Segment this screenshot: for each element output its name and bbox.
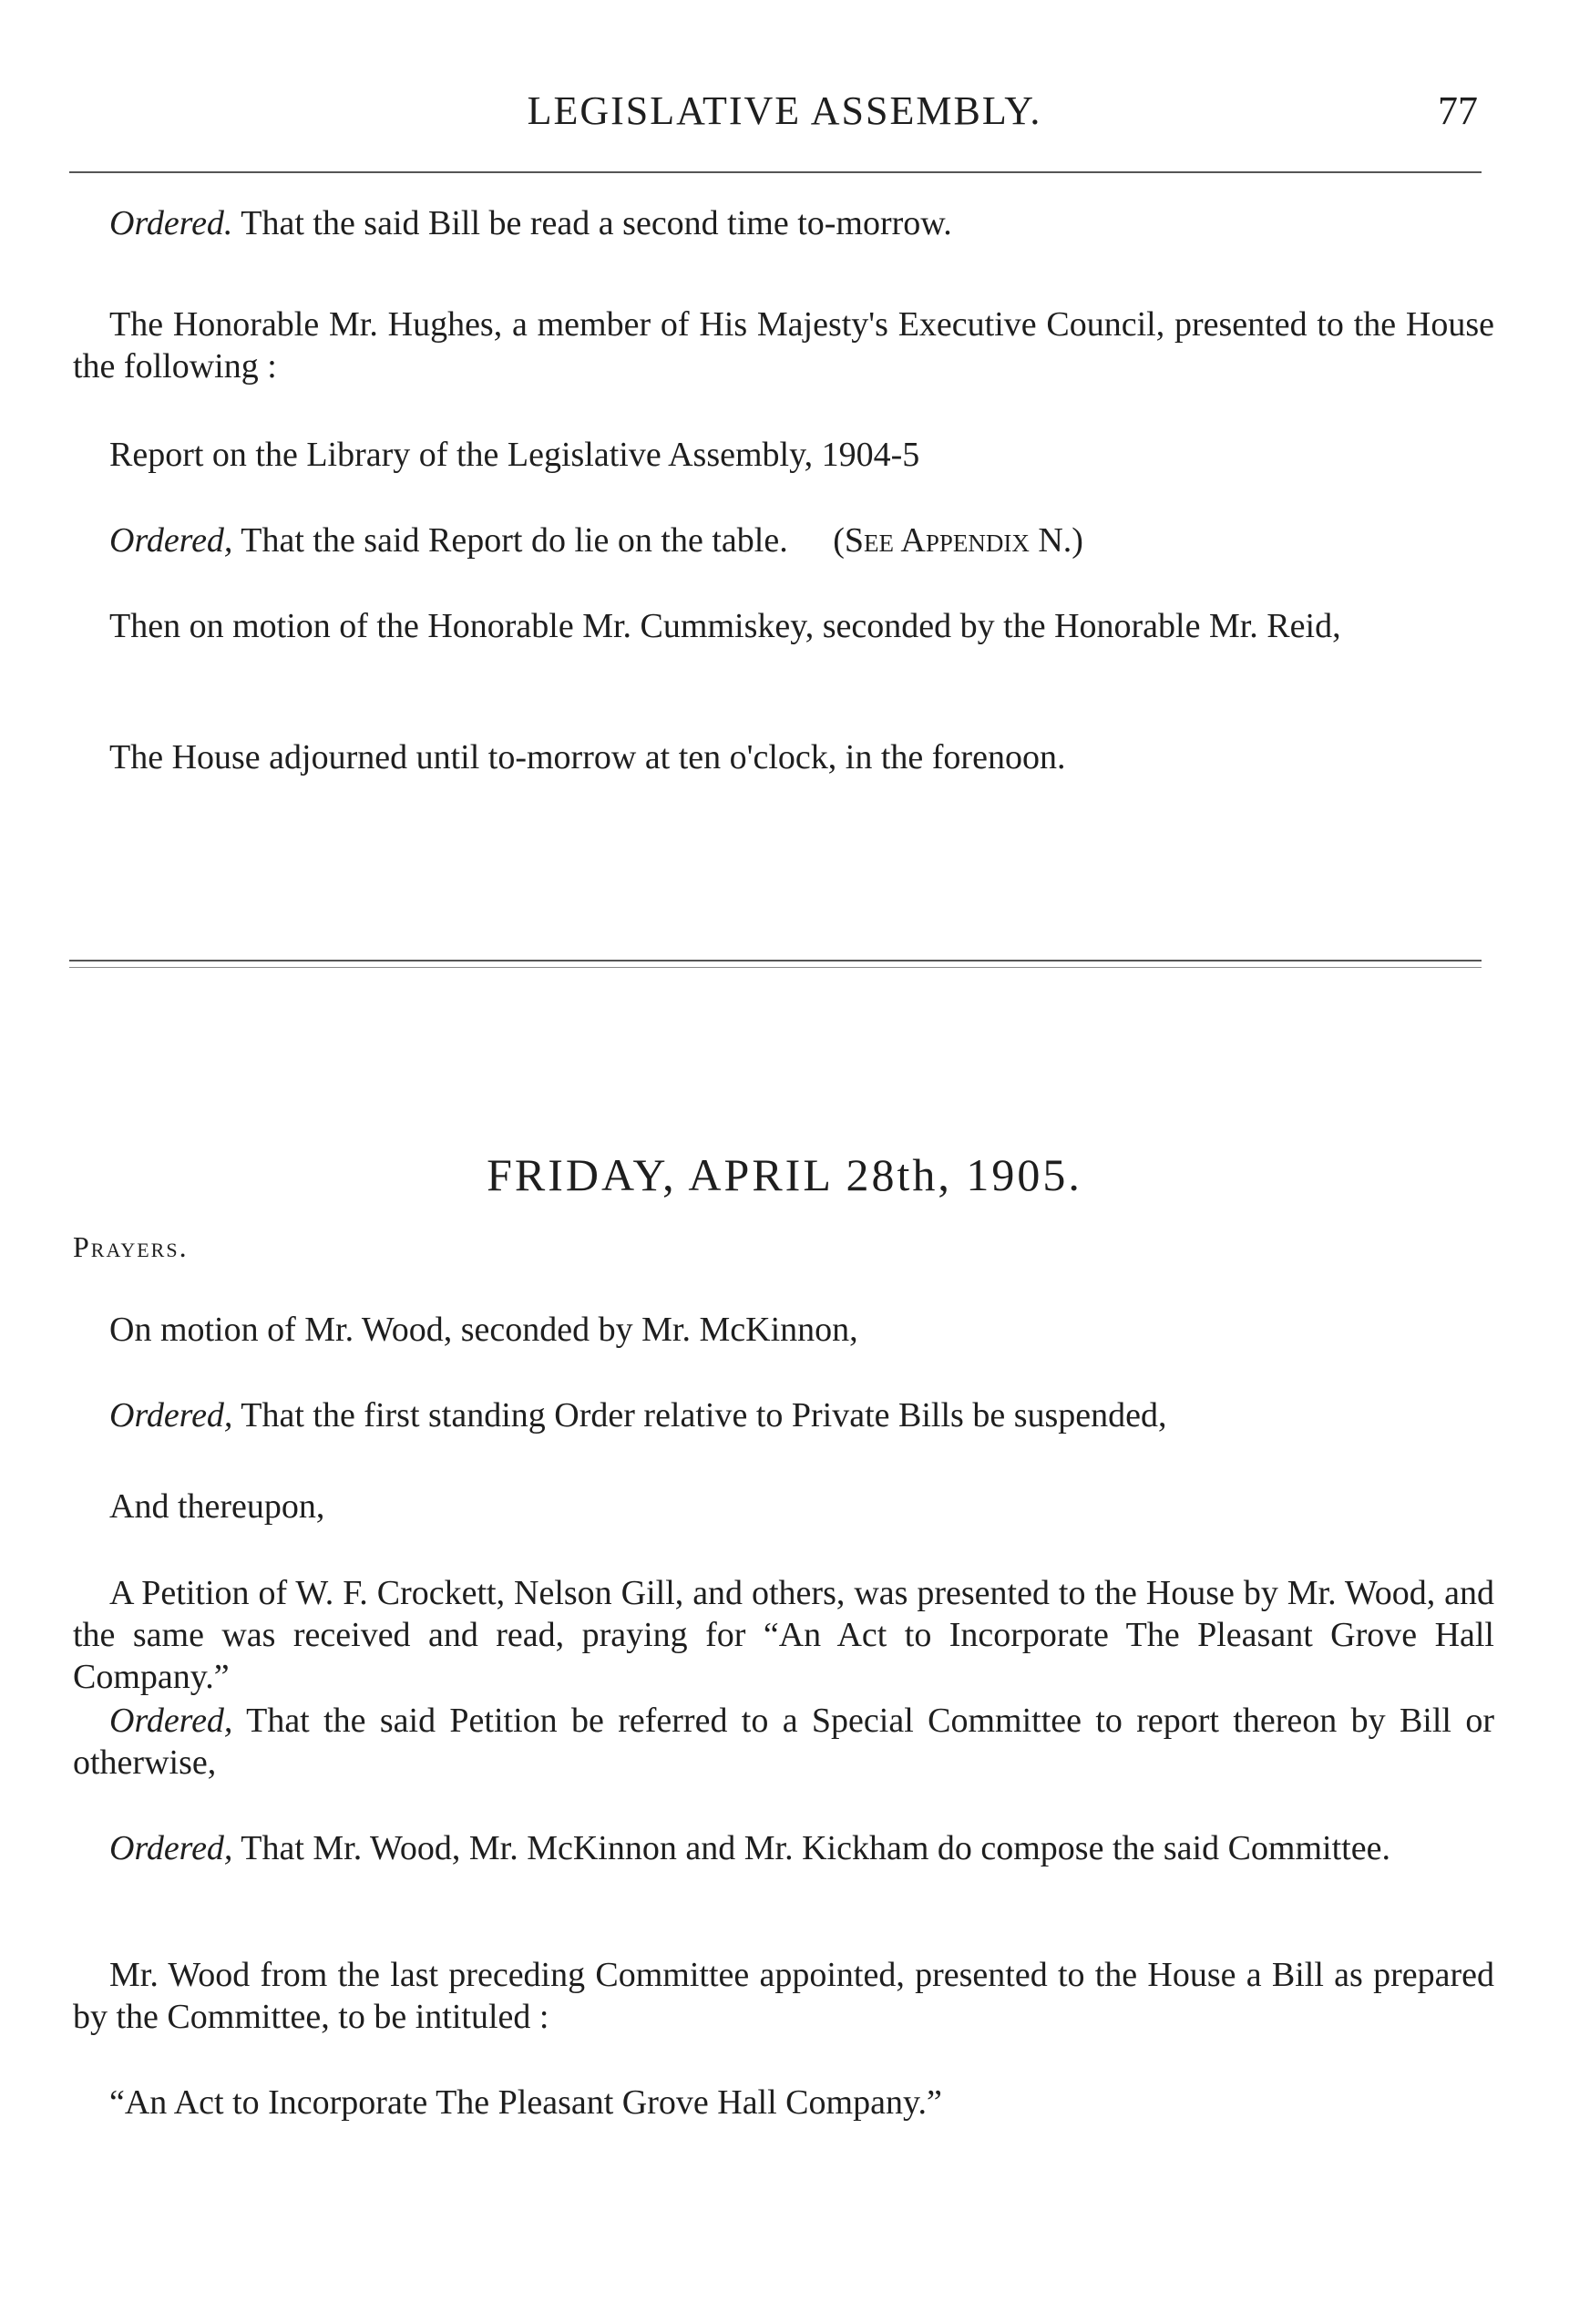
paragraph bbox=[73, 605, 1494, 647]
paragraph bbox=[73, 736, 1494, 778]
paragraph bbox=[73, 202, 1494, 244]
paragraph bbox=[73, 519, 1494, 561]
ordered-lead: Ordered. bbox=[109, 204, 233, 242]
paragraph bbox=[73, 1486, 1494, 1527]
section-date-heading: FRIDAY, APRIL 28th, 1905. bbox=[487, 1149, 1082, 1200]
paragraph-text: Report on the Library of the Legislative Assembly, 1904-5 bbox=[109, 436, 920, 474]
paragraph bbox=[73, 1394, 1494, 1436]
paragraph-text: That the said Bill be read a second time to-morrow. bbox=[232, 204, 952, 242]
paragraph bbox=[73, 1572, 1494, 1698]
paragraph-text: Then on motion of the Honorable Mr. Cummiskey, seconded by the Honorable Mr. Reid, bbox=[109, 607, 1341, 645]
paragraph-text: That the said Petition be referred to a Special Committee to report thereon by Bill or otherwise, bbox=[73, 1702, 1494, 1782]
paragraph-text: And thereupon, bbox=[109, 1487, 325, 1526]
section-rule-thin bbox=[69, 967, 1482, 968]
paragraph bbox=[73, 1700, 1494, 1784]
paragraph bbox=[73, 2082, 1494, 2123]
paragraph-text: A Petition of W. F. Crockett, Nelson Gill, and others, was presented to the House by Mr. Wood, and the same was received and read, praying for “An Act to Incorporate The Pleasant Grove Hall Company.” bbox=[73, 1574, 1494, 1696]
paragraph bbox=[73, 303, 1494, 387]
page-number: 77 bbox=[1438, 88, 1478, 133]
ordered-lead: Ordered, bbox=[109, 521, 233, 560]
paragraph bbox=[73, 434, 1494, 476]
running-title: LEGISLATIVE ASSEMBLY. bbox=[527, 88, 1042, 133]
ordered-lead: Ordered, bbox=[109, 1829, 233, 1867]
paragraph-text: That the said Report do lie on the table. bbox=[232, 521, 788, 560]
prayers-heading: Prayers. bbox=[73, 1230, 189, 1263]
paragraph-text: The Honorable Mr. Hughes, a member of His Majesty's Executive Council, presented to the House the following : bbox=[73, 305, 1494, 386]
ordered-lead: Ordered, bbox=[109, 1702, 233, 1740]
paragraph-text: On motion of Mr. Wood, seconded by Mr. McKinnon, bbox=[109, 1311, 858, 1349]
header-rule bbox=[69, 171, 1482, 173]
paragraph bbox=[73, 1954, 1494, 2038]
ordered-lead: Ordered, bbox=[109, 1396, 233, 1435]
paragraph bbox=[73, 1827, 1494, 1869]
paragraph-text: That Mr. Wood, Mr. McKinnon and Mr. Kickham do compose the said Committee. bbox=[232, 1829, 1390, 1867]
paragraph-text: Mr. Wood from the last preceding Committee appointed, presented to the House a Bill as prepared by the Committee, to be intituled : bbox=[73, 1956, 1494, 2036]
paragraph bbox=[73, 1309, 1494, 1351]
appendix-reference: (See Appendix N.) bbox=[833, 521, 1083, 560]
paragraph-text: “An Act to Incorporate The Pleasant Grove Hall Company.” bbox=[109, 2083, 942, 2122]
paragraph-text: The House adjourned until to-morrow at ten o'clock, in the forenoon. bbox=[109, 738, 1066, 776]
paragraph-text: That the first standing Order relative to Private Bills be suspended, bbox=[232, 1396, 1167, 1435]
section-rule bbox=[69, 960, 1482, 961]
